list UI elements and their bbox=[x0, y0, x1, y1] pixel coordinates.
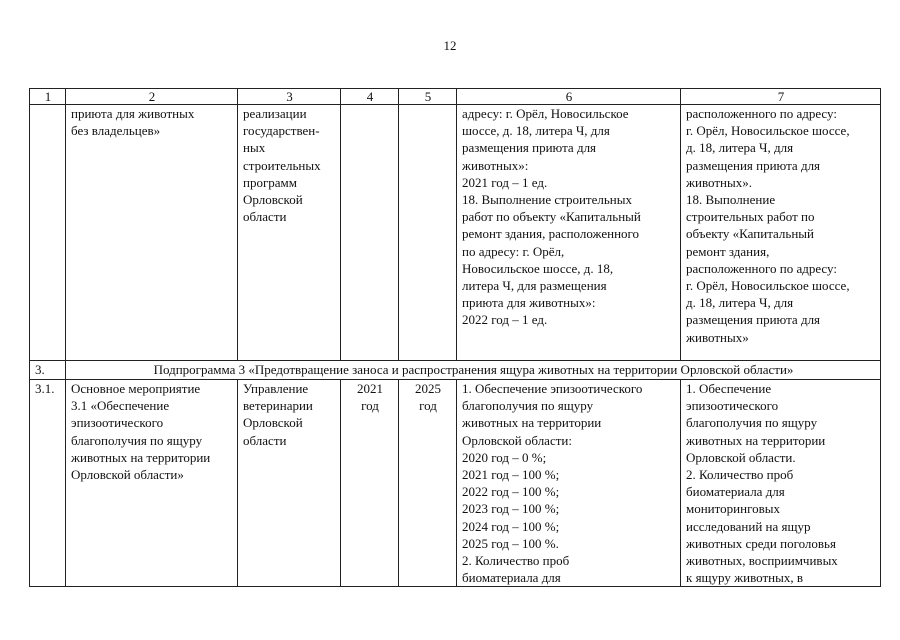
cell-text-line: животных на территории bbox=[462, 415, 602, 431]
subprogram-row bbox=[30, 361, 881, 380]
cell-text-line: г. Орёл, Новосильское шоссе, bbox=[686, 123, 850, 139]
cell-text-line: 18. Выполнение строительных bbox=[462, 192, 632, 208]
cell-text-line: по адресу: г. Орёл, bbox=[462, 243, 565, 259]
page-number: 12 bbox=[443, 38, 457, 53]
cell-measure-name bbox=[66, 105, 238, 361]
cell-text-line: строительных работ по bbox=[686, 209, 815, 225]
cell-executor bbox=[238, 105, 341, 361]
cell-text-line: д. 18, литера Ч, для bbox=[686, 140, 794, 156]
cell-text-line: 2020 год – 0 %; bbox=[462, 449, 547, 465]
cell-text-line: 2025 год – 100 %. bbox=[462, 535, 559, 551]
cell-text-line: мониторинговых bbox=[686, 501, 780, 517]
cell-text-line: животных среди поголовья bbox=[686, 535, 836, 551]
cell-text-line: адресу: г. Орёл, Новосильское bbox=[462, 106, 629, 121]
cell-indicators bbox=[457, 105, 681, 361]
cell-text-line: 1. Обеспечение эпизоотического bbox=[462, 381, 643, 396]
cell-text-line: д. 18, литера Ч, для bbox=[686, 295, 794, 311]
cell-text-line: размещения приюта для bbox=[686, 312, 821, 328]
cell-text-line: без владельцев» bbox=[71, 123, 161, 139]
table-row-3-1 bbox=[30, 380, 881, 587]
cell-text-line: 2021 год – 100 %; bbox=[462, 467, 560, 483]
cell-text-line: животных» bbox=[686, 329, 749, 345]
cell-text-line: 2. Количество проб bbox=[686, 467, 794, 483]
cell-end-year bbox=[399, 105, 457, 361]
cell-results bbox=[681, 380, 881, 587]
cell-text-line: работ по объекту «Капитальный bbox=[462, 209, 641, 225]
cell-text-line: благополучия по ящуру bbox=[71, 432, 203, 448]
cell-text-line: строительных bbox=[243, 157, 321, 173]
cell-text-line: год bbox=[361, 398, 379, 414]
header-cell: 1 bbox=[30, 89, 66, 105]
header-cell: 4 bbox=[341, 89, 399, 105]
cell-text-line: животных на территории bbox=[686, 432, 826, 448]
cell-text-line: 2. Количество проб bbox=[462, 553, 570, 569]
cell-text-line: приюта для животных»: bbox=[462, 295, 596, 311]
cell-text-line: размещения приюта для bbox=[462, 140, 597, 156]
cell-text-line: ремонт здания, bbox=[686, 243, 770, 259]
cell-text-line: 3.1 «Обеспечение bbox=[71, 398, 170, 414]
cell-number bbox=[30, 105, 66, 361]
cell-text-line: к ящуру животных, в bbox=[686, 570, 803, 586]
measures-table bbox=[29, 88, 881, 587]
cell-text-line: 18. Выполнение bbox=[686, 192, 776, 208]
header-cell: 3 bbox=[238, 89, 341, 105]
cell-text-line: 2021 год – 1 ед. bbox=[462, 174, 548, 190]
cell-number: 3.1. bbox=[30, 380, 66, 587]
cell-text-line: 2022 год – 100 %; bbox=[462, 484, 560, 500]
cell-start-year bbox=[341, 105, 399, 361]
cell-text-line: биоматериала для bbox=[686, 484, 785, 500]
cell-measure-name bbox=[66, 380, 238, 587]
cell-results bbox=[681, 105, 881, 361]
header-cell: 2 bbox=[66, 89, 238, 105]
subprogram-number: 3. bbox=[30, 361, 66, 380]
cell-text-line: расположенного по адресу: bbox=[686, 106, 837, 121]
cell-text-line: эпизоотического bbox=[71, 415, 164, 431]
cell-text-line: Орловской области» bbox=[71, 467, 184, 483]
cell-end-year bbox=[399, 380, 457, 587]
cell-text-line: области bbox=[243, 432, 287, 448]
cell-text-line: 1. Обеспечение bbox=[686, 381, 772, 396]
cell-start-year bbox=[341, 380, 399, 587]
cell-text-line: г. Орёл, Новосильское шоссе, bbox=[686, 278, 850, 294]
cell-text-line: расположенного по адресу: bbox=[686, 260, 837, 276]
header-row bbox=[30, 89, 881, 105]
cell-text-line: реализации bbox=[243, 106, 307, 121]
table-row-continued bbox=[30, 105, 881, 361]
subprogram-title: Подпрограмма 3 «Предотвращение заноса и распространения ящура животных на территории Орловской области» bbox=[66, 361, 881, 380]
cell-text-line: программ bbox=[243, 174, 298, 190]
header-cell: 7 bbox=[681, 89, 881, 105]
cell-text-line: ремонт здания, расположенного bbox=[462, 226, 640, 242]
cell-text-line: эпизоотического bbox=[686, 398, 779, 414]
header-cell: 6 bbox=[457, 89, 681, 105]
cell-text-line: Новосильское шоссе, д. 18, bbox=[462, 260, 614, 276]
cell-text-line: биоматериала для bbox=[462, 570, 561, 586]
cell-text-line: благополучия по ящуру bbox=[686, 415, 818, 431]
header-cell: 5 bbox=[399, 89, 457, 105]
cell-text-line: Орловской bbox=[243, 415, 303, 431]
cell-text-line: животных»: bbox=[462, 157, 529, 173]
cell-text-line: Орловской bbox=[243, 192, 303, 208]
cell-text-line: 2024 год – 100 %; bbox=[462, 518, 560, 534]
cell-text-line: животных». bbox=[686, 174, 752, 190]
cell-text-line: Основное мероприятие bbox=[71, 381, 201, 396]
cell-indicators bbox=[457, 380, 681, 587]
cell-text-line: шоссе, д. 18, литера Ч, для bbox=[462, 123, 610, 139]
cell-text-line: 2023 год – 100 %; bbox=[462, 501, 560, 517]
cell-text-line: приюта для животных bbox=[71, 106, 195, 121]
cell-text-line: исследований на ящур bbox=[686, 518, 811, 534]
cell-text-line: благополучия по ящуру bbox=[462, 398, 594, 414]
cell-text-line: 2025 bbox=[415, 381, 441, 396]
cell-text-line: литера Ч, для размещения bbox=[462, 278, 607, 294]
cell-executor bbox=[238, 380, 341, 587]
cell-text-line: ветеринарии bbox=[243, 398, 313, 414]
cell-text-line: области bbox=[243, 209, 287, 225]
cell-text-line: животных на территории bbox=[71, 449, 211, 465]
cell-text-line: Управление bbox=[243, 381, 309, 396]
cell-text-line: размещения приюта для bbox=[686, 157, 821, 173]
cell-text-line: 2021 bbox=[357, 381, 383, 396]
cell-text-line: Орловской области: bbox=[462, 432, 572, 448]
cell-text-line: объекту «Капитальный bbox=[686, 226, 814, 242]
cell-text-line: год bbox=[419, 398, 437, 414]
cell-text-line: Орловской области. bbox=[686, 449, 796, 465]
cell-text-line: государствен- bbox=[243, 123, 320, 139]
cell-text-line: ных bbox=[243, 140, 266, 156]
cell-text-line: 2022 год – 1 ед. bbox=[462, 312, 548, 328]
cell-text-line: животных, восприимчивых bbox=[686, 553, 838, 569]
